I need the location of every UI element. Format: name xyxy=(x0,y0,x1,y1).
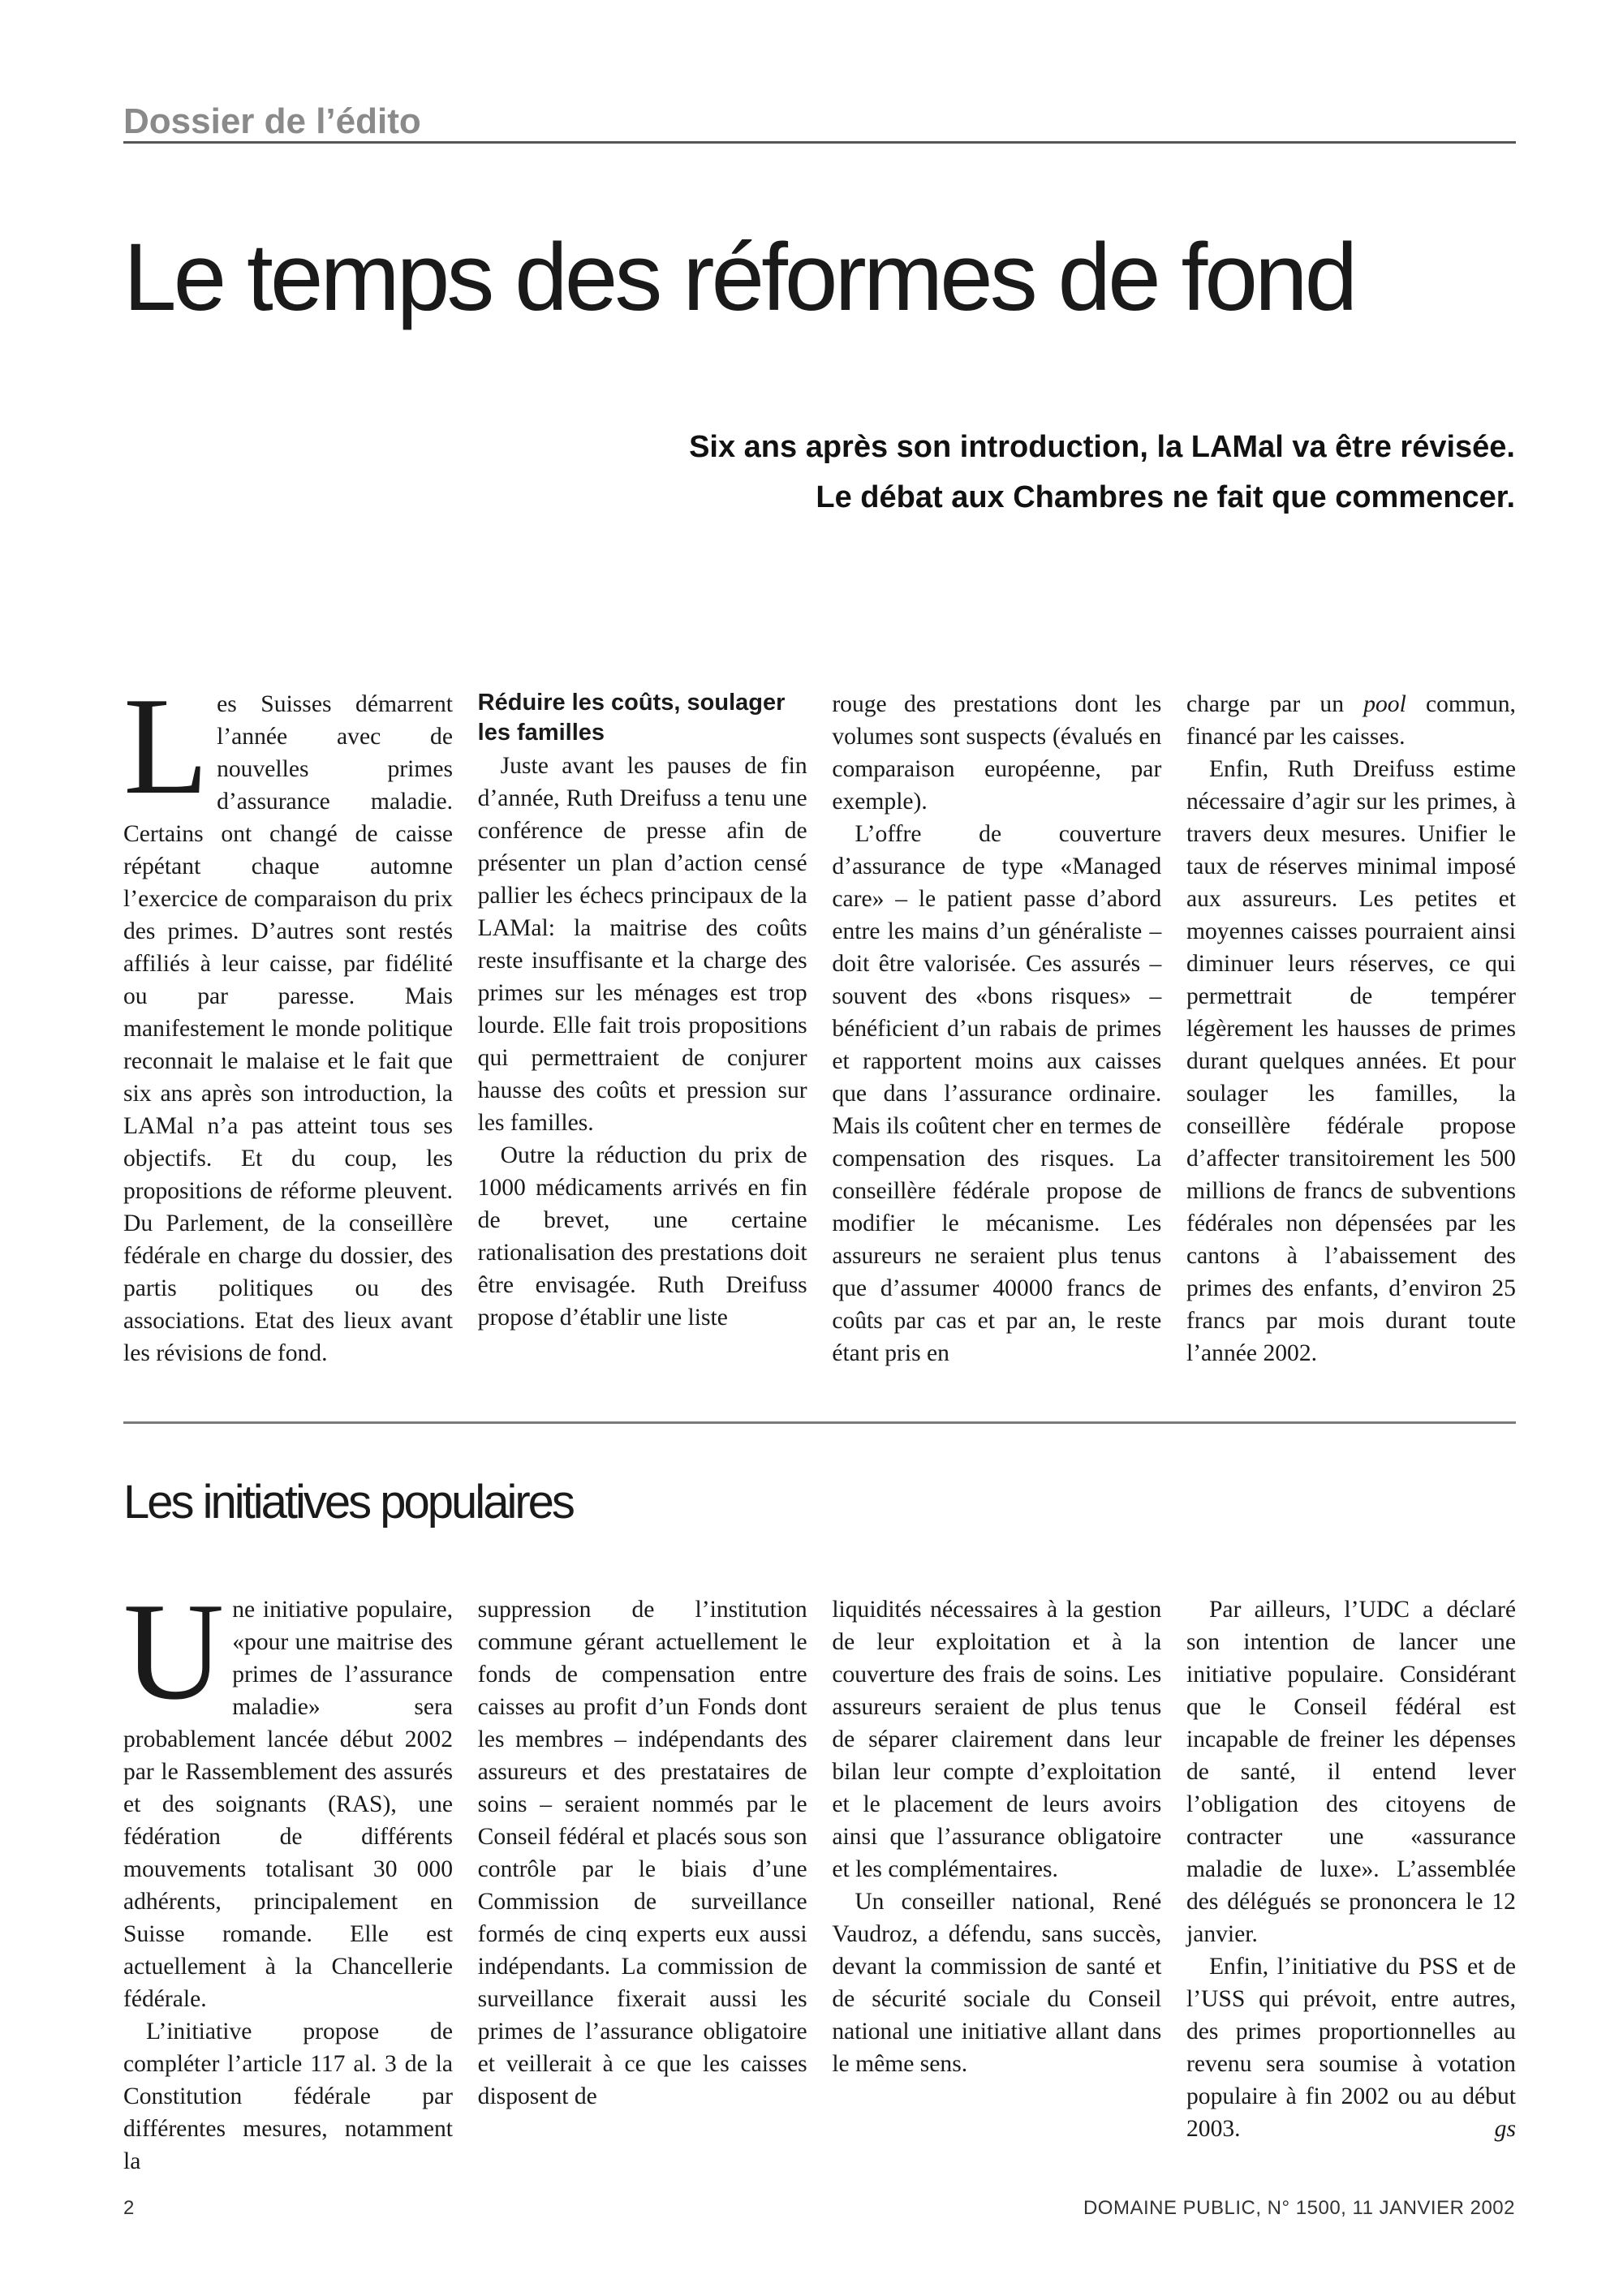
article-paragraph: suppression de l’institution commune gérant actuellement le fonds de compensation entre caisses au profit d’un Fonds dont les membres – indépendants des assureurs et des prestataires de soins – seraient nommés par le Conseil fédéral et placés sous son contrôle par le biais d’une Commission de surveillance formés de cinq experts eux aussi indépendants. La commission de surveillance fixerait aussi les primes de l’assurance obligatoire et veillerait à ce que les caisses disposent de xyxy=(477,1597,807,2109)
author-signature: gs xyxy=(1494,2116,1516,2142)
article-main-column-2 xyxy=(478,688,807,1369)
article-initiatives-column-1 xyxy=(123,1575,453,2178)
article-paragraph: charge par un pool commun, financé par les caisses. xyxy=(1186,691,1516,750)
article-paragraph: Enfin, Ruth Dreifuss estime nécessaire d’agir sur les primes, à travers deux mesures. Unifier le taux de réserves minimal imposé aux assureurs. Les petites et moyennes caisses pourraient ainsi diminuer leurs réserves, ce qui permettrait de tempérer légèrement les hausses de primes durant quelques années. Et pour soulager les familles, la conseillère fédérale propose d’affecter transitoirement les 500 millions de francs de subventions fédérales non dépensées par les cantons à l’abaissement des primes des enfants, d’environ 25 francs par mois durant toute l’année 2002. xyxy=(1186,756,1516,1366)
page-number: 2 xyxy=(123,2197,135,2219)
emphasis-pool: pool xyxy=(1363,691,1406,717)
article-paragraph: L’offre de couverture d’assurance de type «Managed care» – le patient passe d’abord entre les mains d’un généraliste – doit être valorisée. Ces assurés – souvent des «bons risques» – bénéficient d’un rabais de primes et rapportent moins aux caisses que dans l’assurance ordinaire. Mais ils coûtent cher en termes de compensation des risques. La conseillère fédérale propose de modifier le mécanisme. Les assureurs ne seraient plus tenus que d’assumer 40000 francs de coûts par cas et par an, le reste étant pris en xyxy=(832,821,1162,1366)
section-kicker: Dossier de l’édito xyxy=(123,101,421,141)
article-paragraph: Par ailleurs, l’UDC a déclaré son intention de lancer une initiative populaire. Considérant que le Conseil fédéral est incapable de freiner les dépenses de santé, il entend lever l’obligation des citoyens de contracter une «assurance maladie de luxe». L’assemblée des délégués se prononcera le 12 janvier. xyxy=(1186,1597,1516,1947)
article-paragraph: L’initiative propose de compléter l’article 117 al. 3 de la Constitution fédérale par différentes mesures, notamment la xyxy=(123,2019,453,2174)
drop-cap: L xyxy=(123,669,209,823)
section-title: Les initiatives populaires xyxy=(123,1476,573,1529)
section-divider xyxy=(123,1421,1516,1424)
article-paragraph: Les Suisses démarrent l’année avec de nouvelles primes d’assurance maladie. Certains ont changé de caisse répétant chaque automne l’exercice de comparaison du prix des primes. D’autres sont restés affiliés à leur caisse, par fidélité ou par paresse. Mais manifestement le monde politique reconnait le malaise et le fait que six ans après son introduction, la LAMal n’a pas atteint tous ses objectifs. Et du coup, les propositions de réforme pleuvent. Du Parlement, de la conseillère fédérale en charge du dossier, des partis politiques ou des associations. Etat des lieux avant les révisions de fond. xyxy=(123,669,453,1366)
kicker-rule xyxy=(123,141,1516,144)
article-paragraph: Un conseiller national, René Vaudroz, a défendu, sans succès, devant la commission de santé et de sécurité sociale du Conseil national une initiative allant dans le même sens. xyxy=(832,1889,1162,2077)
article-paragraph: Outre la réduction du prix de 1000 médicaments arrivés en fin de brevet, une certaine rationalisation des prestations doit être envisagée. Ruth Dreifuss propose d’établir une liste xyxy=(477,1142,807,1331)
article-paragraph: rouge des prestations dont les volumes sont suspects (évalués en comparaison européenne, par exemple). xyxy=(832,691,1162,815)
subheading: Réduire les coûts, soulager les familles xyxy=(477,690,786,746)
lead-paragraph xyxy=(379,422,1515,522)
lead-line-2: Le débat aux Chambres ne fait que commencer. xyxy=(816,480,1515,514)
article-paragraph: Juste avant les pauses de fin d’année, Ruth Dreifuss a tenu une conférence de presse afin de présenter un plan d’action censé pallier les échecs principaux de la LAMal: la maitrise des coûts reste insuffisante et la charge des primes sur les ménages est trop lourde. Elle fait trois propositions qui permettraient de conjurer hausse des coûts et pression sur les familles. xyxy=(477,753,807,1136)
article-main-column-4 xyxy=(1186,688,1516,1369)
article-initiatives-column-2 xyxy=(478,1593,807,2178)
article-initiatives-column-3 xyxy=(832,1593,1161,2178)
article-main xyxy=(123,669,1516,1369)
publication-info: DOMAINE PUBLIC, N° 1500, 11 JANVIER 2002 xyxy=(1083,2197,1515,2219)
lead-line-1: Six ans après son introduction, la LAMal va être révisée. xyxy=(689,430,1515,464)
page-title: Le temps des réformes de fond xyxy=(123,224,1355,331)
article-main-column-1 xyxy=(123,669,453,1369)
article-paragraph: liquidités nécessaires à la gestion de leur exploitation et à la couverture des frais de soins. Les assureurs seraient de plus tenus de séparer clairement dans leur bilan leur compte d’exploitation et le placement de leurs avoirs ainsi que l’assurance obligatoire et les complémentaires. xyxy=(832,1597,1162,1882)
article-paragraph: Enfin, l’initiative du PSS et de l’USS qui prévoit, entre autres, des primes proportionnelles au revenu sera soumise à votation populaire à fin 2002 ou au début 2003. gs xyxy=(1186,1950,1516,2145)
article-paragraph: Une initiative populaire, «pour une maitrise des primes de l’assurance maladie» sera probablement lancée début 2002 par le Rassemblement des assurés et des soignants (RAS), une fédération de différents mouvements totalisant 30 000 adhérents, principalement en Suisse romande. Elle est actuellement à la Chancellerie fédérale. xyxy=(123,1575,453,2012)
article-initiatives xyxy=(123,1575,1516,2178)
article-initiatives-column-4 xyxy=(1186,1593,1516,2178)
article-main-column-3 xyxy=(832,688,1161,1369)
drop-cap: U xyxy=(123,1575,225,1729)
